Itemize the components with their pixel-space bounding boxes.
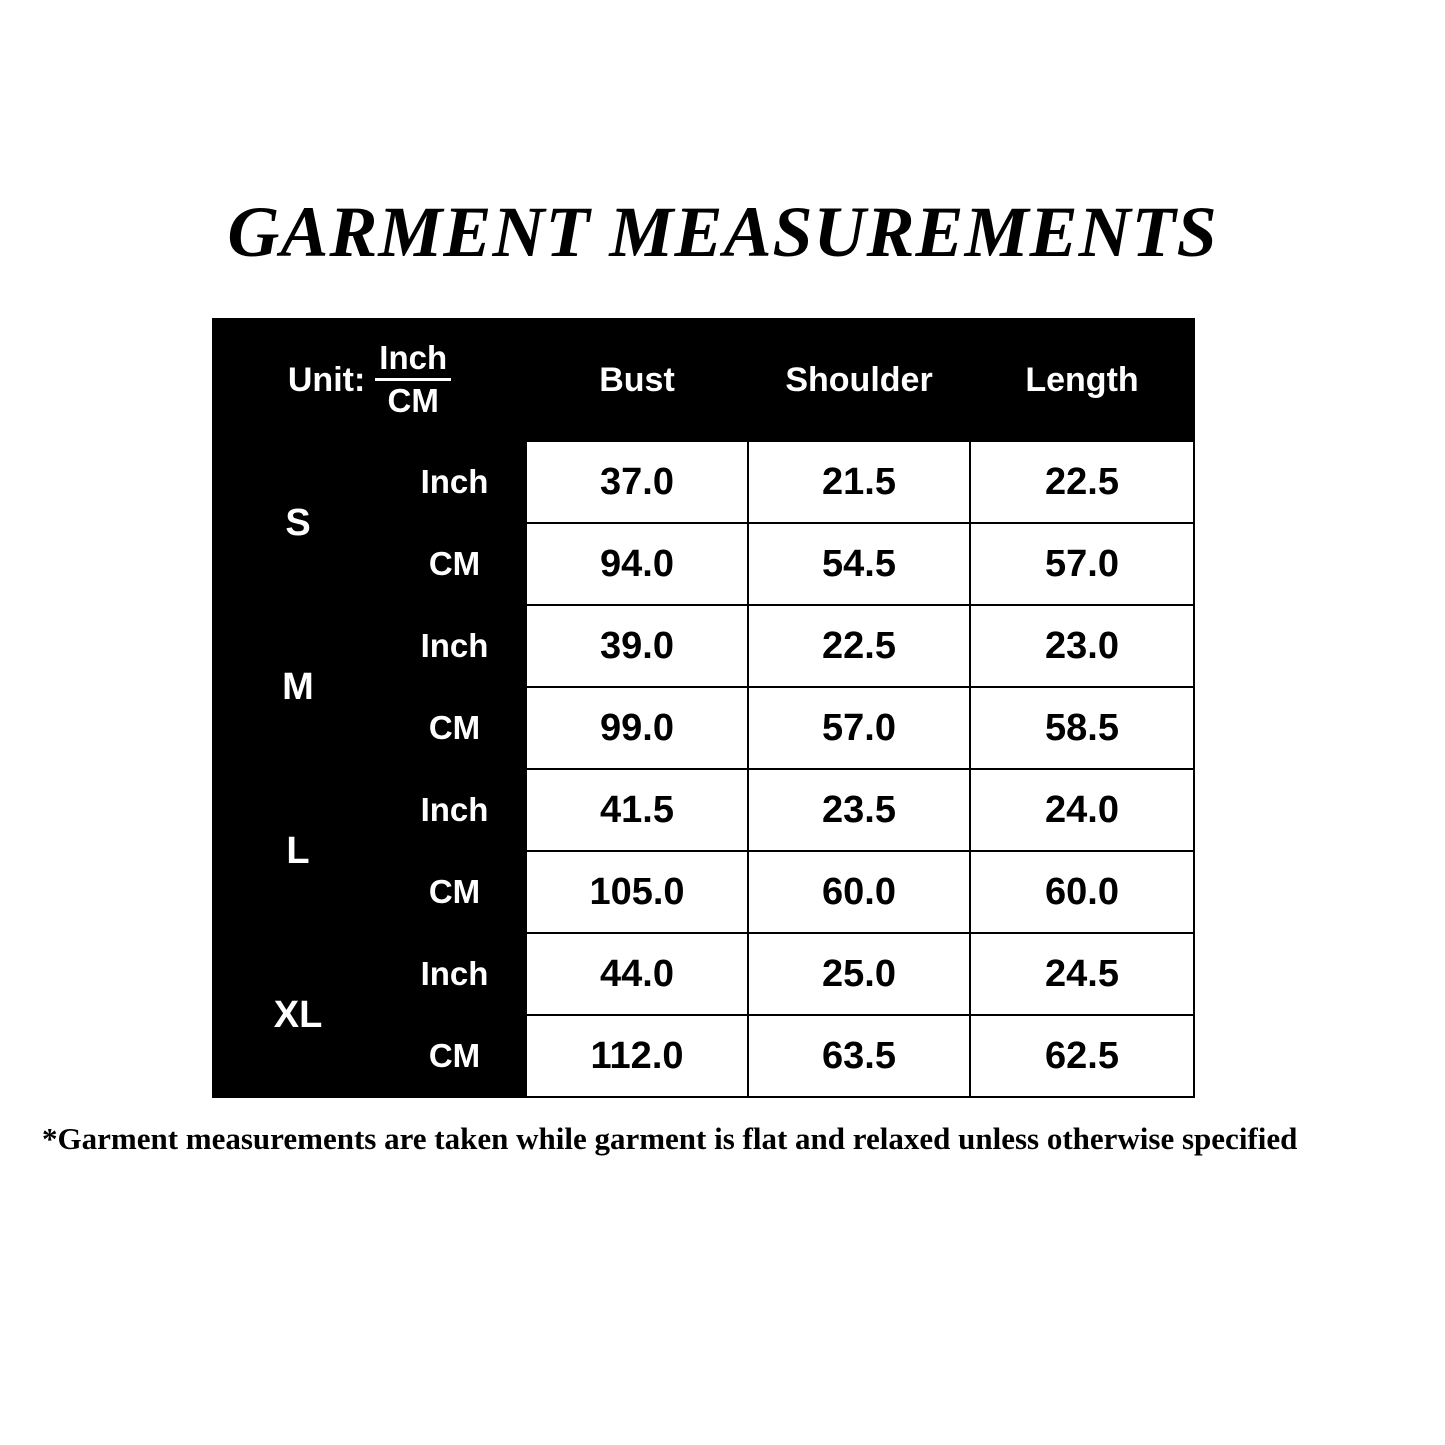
unit-label: Unit: (287, 360, 366, 399)
table-row (213, 605, 1194, 687)
unit-fraction-numerator: Inch (375, 341, 451, 381)
cell-value: 99.0 (526, 687, 748, 769)
cell-value: 22.5 (970, 441, 1194, 523)
row-unit-label: CM (383, 523, 526, 605)
cell-value: 25.0 (748, 933, 970, 1015)
cell-value: 58.5 (970, 687, 1194, 769)
size-label-m: M (213, 605, 383, 769)
cell-value: 63.5 (748, 1015, 970, 1097)
cell-value: 22.5 (748, 605, 970, 687)
cell-value: 57.0 (748, 687, 970, 769)
measurements-table (212, 318, 1195, 1098)
cell-value: 94.0 (526, 523, 748, 605)
cell-value: 37.0 (526, 441, 748, 523)
row-unit-label: CM (383, 687, 526, 769)
row-unit-label: CM (383, 851, 526, 933)
page-title: GARMENT MEASUREMENTS (227, 192, 1218, 272)
table-row (213, 769, 1194, 851)
cell-value: 105.0 (526, 851, 748, 933)
table-header-row (213, 319, 1194, 441)
cell-value: 39.0 (526, 605, 748, 687)
table-row (213, 933, 1194, 1015)
size-label-s: S (213, 441, 383, 605)
cell-value: 23.0 (970, 605, 1194, 687)
cell-value: 54.5 (748, 523, 970, 605)
unit-header-cell (213, 319, 526, 441)
table-row (213, 441, 1194, 523)
cell-value: 57.0 (970, 523, 1194, 605)
footnote-text: *Garment measurements are taken while garment is flat and relaxed unless otherwise specified (42, 1121, 1298, 1156)
cell-value: 62.5 (970, 1015, 1194, 1097)
cell-value: 60.0 (970, 851, 1194, 933)
cell-value: 60.0 (748, 851, 970, 933)
row-unit-label: CM (383, 1015, 526, 1097)
row-unit-label: Inch (383, 769, 526, 851)
cell-value: 21.5 (748, 441, 970, 523)
cell-value: 24.0 (970, 769, 1194, 851)
column-header-shoulder: Shoulder (748, 319, 970, 441)
size-label-xl: XL (213, 933, 383, 1097)
cell-value: 112.0 (526, 1015, 748, 1097)
cell-value: 23.5 (748, 769, 970, 851)
unit-fraction (375, 341, 451, 418)
cell-value: 24.5 (970, 933, 1194, 1015)
row-unit-label: Inch (383, 441, 526, 523)
row-unit-label: Inch (383, 605, 526, 687)
column-header-bust: Bust (526, 319, 748, 441)
unit-fraction-denominator: CM (387, 382, 439, 419)
cell-value: 44.0 (526, 933, 748, 1015)
cell-value: 41.5 (526, 769, 748, 851)
size-label-l: L (213, 769, 383, 933)
measurements-table-container (212, 318, 1193, 1098)
row-unit-label: Inch (383, 933, 526, 1015)
column-header-length: Length (970, 319, 1194, 441)
